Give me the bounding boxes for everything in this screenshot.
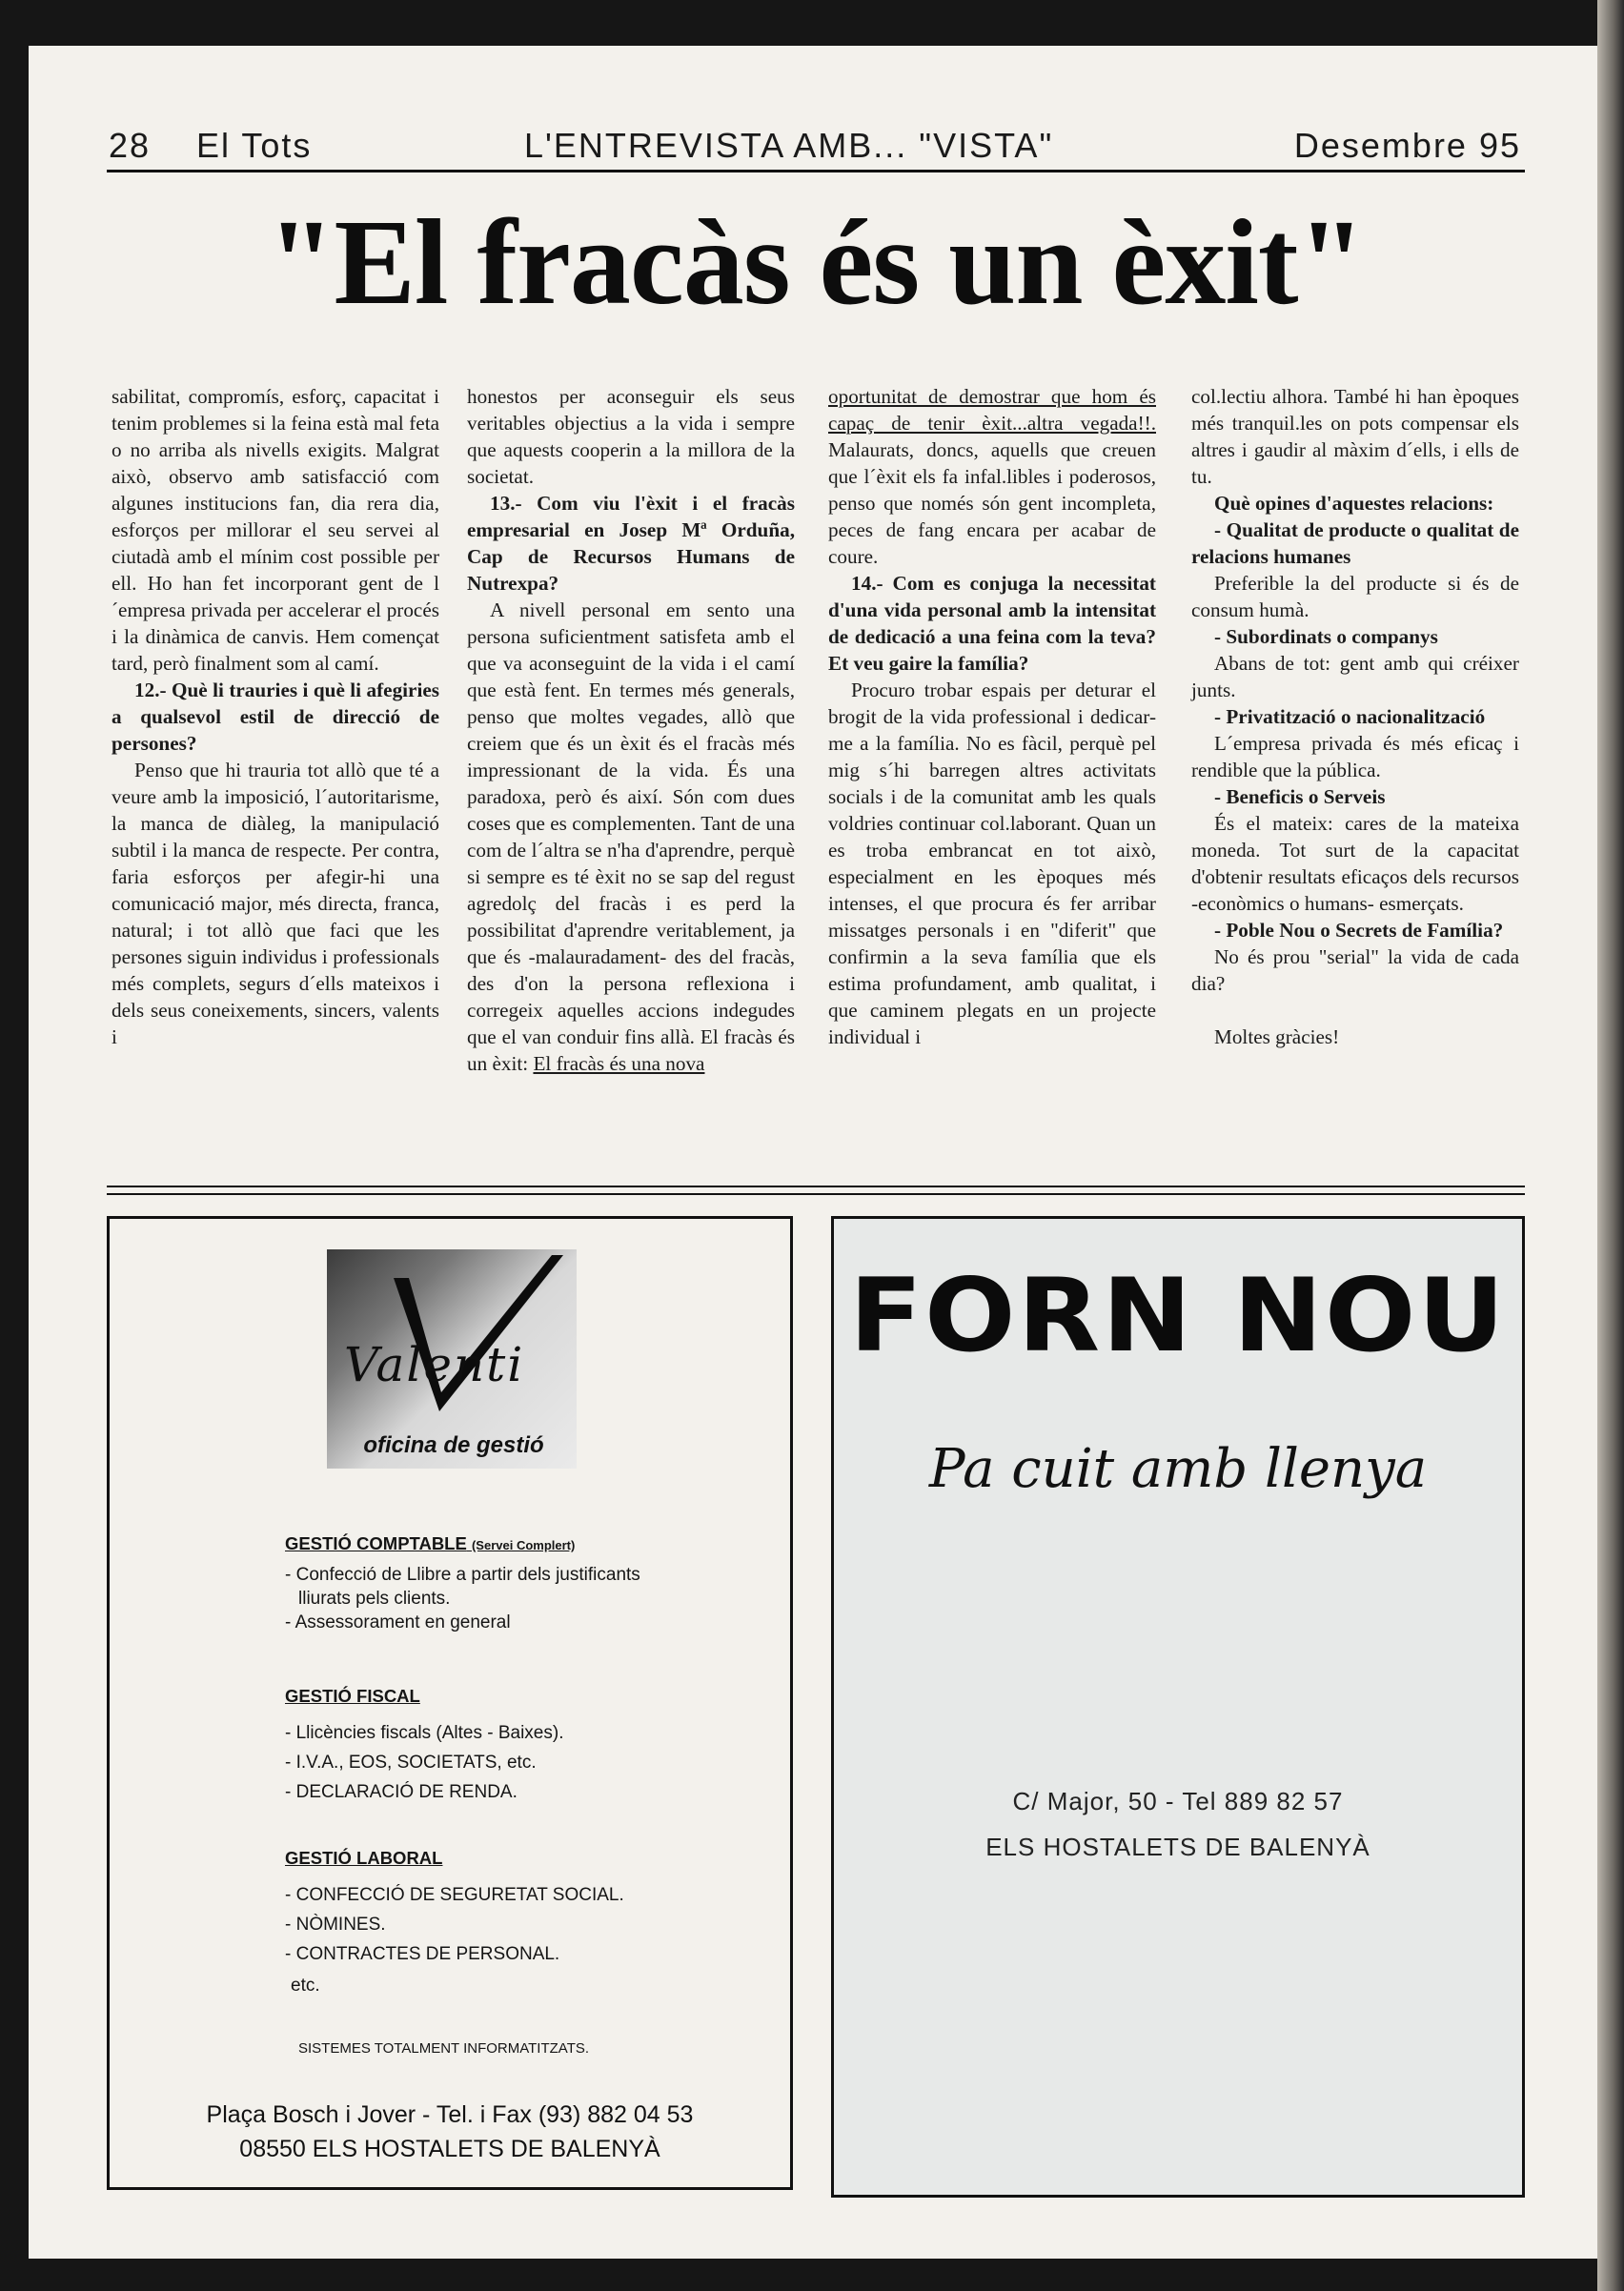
valenti-logo <box>327 1249 577 1469</box>
subquestion: - Qualitat de producte o qualitat de relacions humanes <box>1191 518 1519 568</box>
question-relations: Què opines d'aquestes relacions: <box>1214 492 1494 515</box>
publication-name: El Tots <box>196 126 313 165</box>
paragraph: col.lectiu alhora. També hi han èpoques més tranquil.les on pots compensar els altres i gaudir al màxim d´ells, i ells de tu. <box>1191 385 1519 488</box>
answer: És el mateix: cares de la mateixa moneda. Tot surt de la capacitat d'obtenir resultats eficaços dels recursos -econòmics o humans- esmerçats. <box>1191 812 1519 915</box>
article-column-2 <box>467 383 795 1077</box>
paragraph: Penso que hi trauria tot allò que té a veure amb la imposició, l´autoritarisme, la manca de diàleg, la manipulació subtil i la manca de respecte. Per contra, faria esforços per afegir-hi una comunicació major, més directa, franca, natural; i tot allò que faci que les persones siguin individus i professionals més complets, segurs d´ells mateixos i dels seus coneixements, sincers, valents i <box>112 759 439 1048</box>
service-labour <box>285 1846 666 1997</box>
section-divider <box>107 1186 1525 1195</box>
paragraph <box>467 597 795 1077</box>
service-item: - CONFECCIÓ DE SEGURETAT SOCIAL. <box>285 1885 624 1905</box>
service-fiscal <box>285 1684 660 1804</box>
paragraph: sabilitat, compromís, esforç, capacitat i tenim problemes si la feina està mal feta o no arriba als nivells exigits. Malgrat això, observo amb satisfacció com algunes institucions fan, dia rera dia, esforços per millorar el seu servei al ciutadà amb el mínim cost possible per ell. Ho han fet incorporant gent de l´empresa privada per accelerar el procés i la dinàmica de canvis. Hem començat tard, però finalment som al camí. <box>112 385 439 675</box>
paragraph-text: Malaurats, doncs, aquells que creuen que l´èxit els fa infal.libles i poderosos, penso que només són gent incompleta, peces de fang encara per acabar de coure. <box>828 438 1156 568</box>
service-item: - Confecció de Llibre a partir dels justificants lliurats pels clients. <box>285 1565 640 1609</box>
service-item: - Assessorament en general <box>285 1612 511 1632</box>
footnote: SISTEMES TOTALMENT INFORMATITZATS. <box>298 2040 590 2057</box>
bakery-name: FORN NOU <box>849 1257 1507 1374</box>
ad-valenti <box>107 1216 793 2190</box>
service-item: - CONTRACTES DE PERSONAL. <box>285 1944 560 1964</box>
service-note: (Servei Complert) <box>471 1538 576 1552</box>
subquestion: - Poble Nou o Secrets de Família? <box>1214 919 1504 942</box>
logo-tagline: oficina de gestió <box>363 1432 544 1458</box>
issue-date: Desembre 95 <box>1293 126 1521 165</box>
closing-thanks: Moltes gràcies! <box>1214 1025 1340 1048</box>
address-line: Plaça Bosch i Jover - Tel. i Fax (93) 882 04 53 <box>206 2101 694 2128</box>
article-column-1 <box>112 383 439 1050</box>
service-heading: GESTIÓ FISCAL <box>285 1686 420 1706</box>
page-number: 28 <box>109 126 152 165</box>
service-accounting <box>285 1531 660 1634</box>
question-13: 13.- Com viu l'èxit i el fracàs empresarial en Josep Mª Orduña, Cap de Recursos Humans de Nutrexpa? <box>467 492 795 595</box>
paragraph: honestos per aconseguir els seus veritables objectius a la vida i sempre que aquests cooperin a la millora de la societat. <box>467 385 795 488</box>
answer: Preferible la del producte si és de consum humà. <box>1191 572 1519 621</box>
question-12: 12.- Què li trauries i què li afegiries a qualsevol estil de direcció de persones? <box>112 679 439 755</box>
page-header <box>107 124 1525 172</box>
address-line: ELS HOSTALETS DE BALENYÀ <box>985 1833 1370 1861</box>
logo-name: Valenti <box>344 1337 525 1392</box>
service-item: - Llicències fiscals (Altes - Baixes). <box>285 1723 564 1743</box>
article-column-3 <box>828 383 1156 1050</box>
answer: No és prou "serial" la vida de cada dia? <box>1191 945 1519 995</box>
underlined-text: oportunitat de demostrar que hom és capaç de tenir èxit...altra vegada!!. <box>828 385 1156 435</box>
answer: Abans de tot: gent amb qui créixer junts. <box>1191 652 1519 701</box>
paragraph: Procuro trobar espais per deturar el brogit de la vida professional i dedicar-me a la família. No es fàcil, perquè pel mig s´hi barregen altres activitats socials i de la comunitat amb les quals voldries continuar col.laborant. Quan un es troba embrancat en tot això, especialment en les èpoques més intenses, el que procura és fer arribar missatges personals i en "diferit" que confirmin a la seva família que els estima profundament, amb qualitat, i que caminem plegats en un projecte individual i <box>828 679 1156 1048</box>
bakery-slogan: Pa cuit amb llenya <box>928 1438 1428 1500</box>
article-headline: "El fracàs és un èxit" <box>267 194 1365 330</box>
service-heading: GESTIÓ COMPTABLE (Servei Complert) <box>285 1533 576 1553</box>
service-heading: GESTIÓ LABORAL <box>285 1848 443 1868</box>
page-edge <box>1597 0 1624 2291</box>
address-line: C/ Major, 50 - Tel 889 82 57 <box>1012 1787 1344 1815</box>
subquestion: - Privatització o nacionalització <box>1214 705 1486 728</box>
underlined-text: El fracàs és una nova <box>533 1052 705 1075</box>
service-item: - I.V.A., EOS, SOCIETATS, etc. <box>285 1753 537 1773</box>
paragraph <box>828 383 1156 570</box>
service-item: - NÒMINES. <box>285 1915 386 1935</box>
service-item: etc. <box>291 1976 320 1996</box>
ad-forn-nou <box>831 1216 1525 2198</box>
article-column-4 <box>1191 383 1519 1050</box>
section-title: L'ENTREVISTA AMB... "VISTA" <box>524 126 1054 165</box>
answer: L´empresa privada és més eficaç i rendible que la pública. <box>1191 732 1519 781</box>
question-14: 14.- Com es conjuga la necessitat d'una vida personal amb la intensitat de dedicació a una feina com la teva? Et veu gaire la família? <box>828 572 1156 675</box>
subquestion: - Beneficis o Serveis <box>1214 785 1386 808</box>
subquestion: - Subordinats o companys <box>1214 625 1438 648</box>
address-line: 08550 ELS HOSTALETS DE BALENYÀ <box>239 2136 660 2162</box>
paragraph-text: A nivell personal em sento una persona suficientment satisfeta amb el que va aconseguint de la vida i el camí que està fent. En termes més generals, penso que moltes vegades, allò que creiem que és un èxit és el fracàs més impressionant de la vida. És una paradoxa, però és així. Són com dues coses que es complementen. Tant de una com de l´altra se n'ha d'aprendre, perquè si sempre es té èxit no se sap del regust agredolç del fracàs i es perd la possibilitat d'aprendre veritablement, ja que és -malauradament- des del fracàs, des d'on la persona reflexiona i corregeix aquelles accions indegudes que el van conduir fins allà. El fracàs és un èxit: <box>467 598 795 1075</box>
service-item: - DECLARACIÓ DE RENDA. <box>285 1782 518 1802</box>
